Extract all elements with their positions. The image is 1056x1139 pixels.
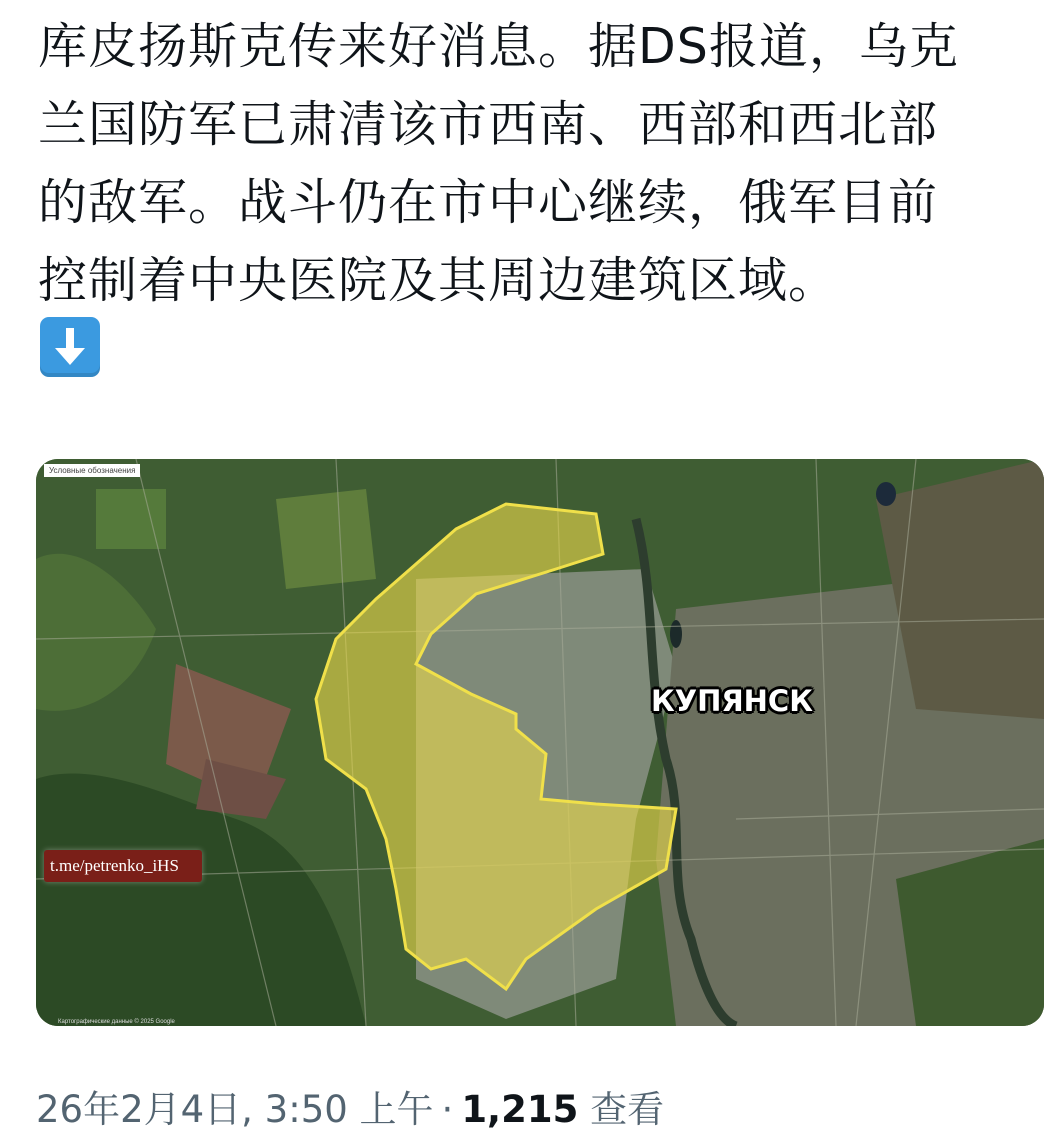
watermark-label: t.me/petrenko_iHS: [44, 850, 202, 882]
down-arrow-icon: [40, 317, 100, 377]
map-image[interactable]: [36, 459, 1044, 1026]
meta-separator: ·: [441, 1088, 454, 1131]
views-label: 查看: [590, 1088, 665, 1131]
views-count: 1,215: [461, 1088, 579, 1131]
timestamp[interactable]: 26年2月4日, 3:50 上午: [36, 1088, 434, 1131]
post-text-line: 的敌军。战斗仍在市中心继续，俄军目前: [38, 174, 939, 231]
post-text: [38, 8, 1028, 320]
post-text-line: 库皮扬斯克传来好消息。据DS报道，乌克: [38, 18, 959, 75]
post-text-line: 兰国防军已肃清该市西南、西部和西北部: [38, 96, 939, 153]
map-attribution: Картографические данные © 2025 Google: [58, 1019, 175, 1025]
post-text-line: 控制着中央医院及其周边建筑区域。: [38, 252, 839, 309]
satellite-map: [36, 459, 1044, 1026]
city-label: КУПЯНСК: [651, 684, 813, 718]
post-meta: [36, 1084, 664, 1136]
map-legend-tag: Условные обозначения: [44, 464, 140, 477]
